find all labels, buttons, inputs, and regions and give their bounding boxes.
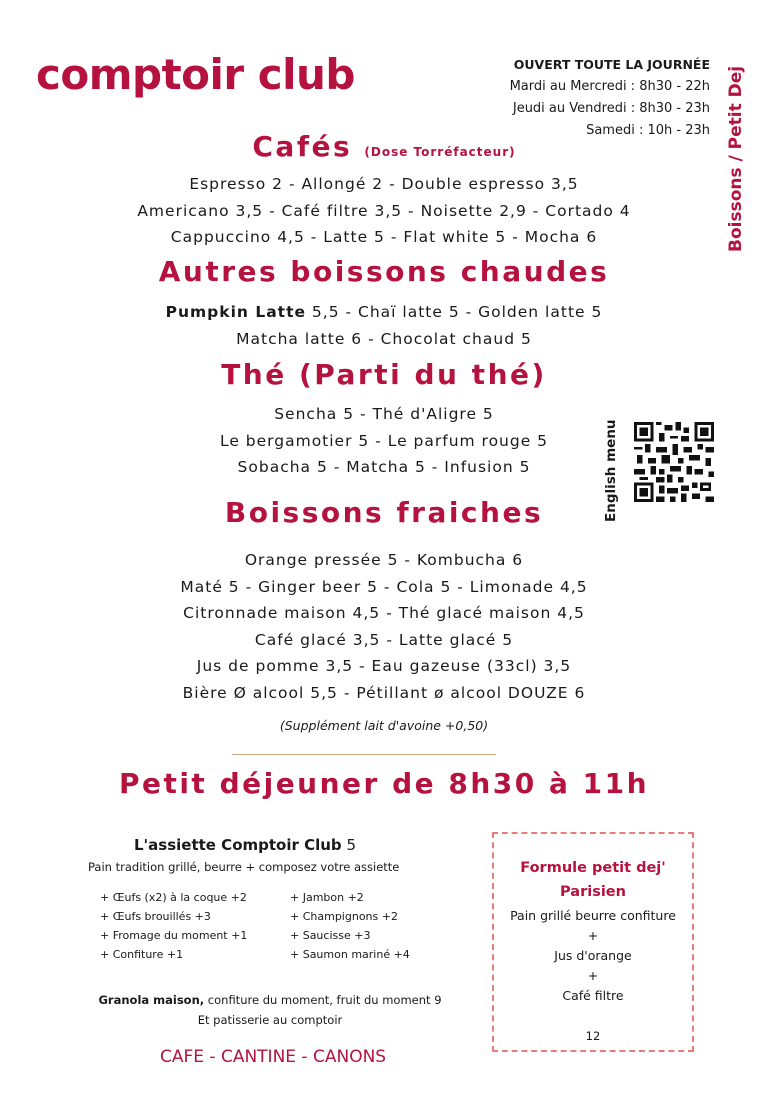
menu-line: Sencha 5 - Thé d'Aligre 5: [274, 405, 494, 423]
option-item: + Champignons +2: [290, 910, 398, 923]
oat-milk-note: (Supplément lait d'avoine +0,50): [279, 718, 489, 733]
granola-line-2: Et patisserie au comptoir: [197, 1013, 343, 1027]
options-left: [100, 888, 247, 964]
formule-line: Jus d'orange: [554, 948, 632, 963]
granola-line: [60, 990, 480, 1010]
formule-line: Pain grillé beurre confiture: [510, 908, 676, 923]
side-tag: Boissons / Petit Dej: [726, 65, 746, 252]
formule-box: [492, 832, 694, 1052]
cafes-title: Cafés: [252, 130, 353, 163]
formule-price: 12: [585, 1029, 601, 1043]
menu-line: Le bergamotier 5 - Le parfum rouge 5: [219, 431, 549, 450]
qr-code-icon[interactable]: [634, 422, 714, 502]
formule-line: Café filtre: [562, 988, 624, 1003]
option-item: + Œufs brouillés +3: [100, 910, 211, 923]
menu-line: Espresso 2 - Allongé 2 - Double espresso 3,5: [189, 175, 579, 193]
menu-line: [0, 299, 768, 326]
granola-desc: confiture du moment, fruit du moment 9: [204, 993, 442, 1007]
section-title-cafes: [0, 130, 768, 163]
autres-list: [0, 299, 768, 352]
formule-line: +: [587, 968, 599, 983]
hours-line: Jeudi au Vendredi : 8h30 - 23h: [512, 101, 710, 116]
assiette-title: [60, 836, 430, 854]
menu-line: Matcha latte 6 - Chocolat chaud 5: [236, 329, 532, 348]
menu-line: Sobacha 5 - Matcha 5 - Infusion 5: [237, 458, 531, 476]
option-item: + Œufs (x2) à la coque +2: [100, 891, 247, 904]
menu-line: Americano 3,5 - Café filtre 3,5 - Noisette 2,9 - Cortado 4: [137, 201, 631, 220]
option-item: + Confiture +1: [100, 948, 184, 961]
menu-line: Citronnade maison 4,5 - Thé glacé maison 4,5: [183, 604, 585, 622]
section-title-autres: Autres boissons chaudes: [158, 255, 610, 288]
menu-line: Cappuccino 4,5 - Latte 5 - Flat white 5 - Mocha 6: [170, 228, 598, 246]
section-divider: [232, 754, 496, 755]
option-item: + Saucisse +3: [290, 929, 371, 942]
hours-line: Samedi : 10h - 23h: [586, 123, 710, 138]
hours-heading: OUVERT TOUTE LA JOURNÉE: [513, 57, 710, 72]
option-item: + Fromage du moment +1: [100, 929, 248, 942]
assiette-subtitle: Pain tradition grillé, beurre + composez votre assiette: [88, 860, 400, 874]
formule-title-line: Parisien: [560, 884, 626, 900]
assiette-name: L'assiette Comptoir Club: [134, 836, 342, 854]
granola-name: Granola maison,: [98, 993, 205, 1007]
pumpkin-latte: Pumpkin Latte: [165, 303, 306, 321]
formule-items: [494, 906, 692, 1006]
section-title-petit-dej: Petit déjeuner de 8h30 à 11h: [118, 767, 650, 800]
brand-title: comptoir club: [36, 50, 355, 99]
opening-hours: [510, 54, 710, 142]
granola-block: [60, 990, 480, 1030]
section-title-the: Thé (Parti du thé): [221, 358, 547, 391]
menu-line: Jus de pomme 3,5 - Eau gazeuse (33cl) 3,5: [196, 657, 572, 675]
section-title-fraiches: Boissons fraiches: [224, 496, 544, 529]
assiette-price: 5: [341, 836, 356, 854]
formule-title-line: Formule petit dej': [520, 860, 666, 876]
menu-line-rest: 5,5 - Chaï latte 5 - Golden latte 5: [306, 303, 603, 321]
menu-line: Orange pressée 5 - Kombucha 6: [244, 551, 524, 569]
formule-title: [494, 856, 692, 904]
cafes-list: [0, 171, 768, 251]
english-menu-label: English menu: [603, 419, 619, 522]
formule-line: +: [587, 928, 599, 943]
hours-line: Mardi au Mercredi : 8h30 - 22h: [509, 79, 710, 94]
menu-line: Maté 5 - Ginger beer 5 - Cola 5 - Limonade 4,5: [180, 577, 588, 596]
fraiches-list: [0, 547, 768, 706]
options-right: [290, 888, 410, 964]
option-item: + Jambon +2: [290, 891, 364, 904]
menu-line: Café glacé 3,5 - Latte glacé 5: [254, 630, 514, 649]
footer-tagline: CAFE - CANTINE - CANONS: [160, 1047, 387, 1067]
cafes-subtitle: (Dose Torréfacteur): [364, 145, 516, 159]
menu-line: Bière Ø alcool 5,5 - Pétillant ø alcool DOUZE 6: [182, 683, 586, 702]
option-item: + Saumon mariné +4: [290, 948, 410, 961]
